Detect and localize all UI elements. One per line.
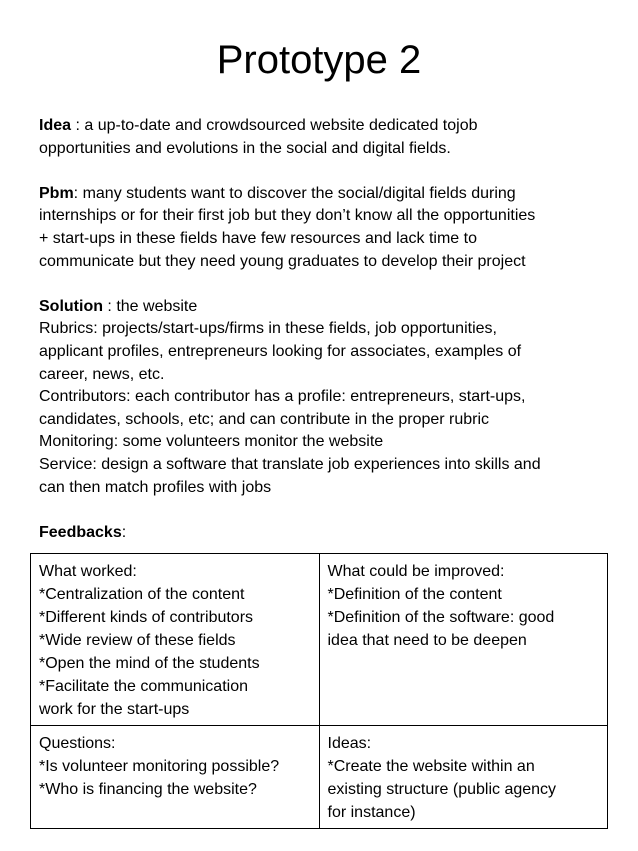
cell-line: idea that need to be deepen bbox=[327, 632, 527, 649]
cell-line: *Centralization of the content bbox=[39, 586, 245, 603]
solution-label: Solution bbox=[39, 297, 103, 315]
cell-line: Ideas: bbox=[327, 735, 372, 752]
idea-line bbox=[39, 115, 619, 138]
solution-line bbox=[39, 296, 619, 319]
feedbacks-colon: : bbox=[121, 523, 127, 541]
pbm-text: : many students want to discover the social/digital fields during bbox=[73, 184, 516, 202]
idea-text: : a up-to-date and crowdsourced website dedicated tojob bbox=[71, 117, 478, 134]
solution-suffix: : the website bbox=[102, 297, 198, 315]
cell-line: *Create the website within an bbox=[327, 758, 535, 775]
cell-line: existing structure (public agency bbox=[327, 781, 557, 798]
cell-line: *Wide review of these fields bbox=[39, 632, 236, 649]
table-row bbox=[31, 554, 608, 726]
cell-line: Questions: bbox=[39, 735, 116, 752]
cell-line: *Facilitate the communication bbox=[39, 678, 248, 695]
cell-line: What worked: bbox=[39, 563, 137, 580]
pbm-text: internships or for their first job but they don’t know all the opportunities bbox=[39, 207, 536, 225]
feedbacks-label: Feedbacks bbox=[39, 523, 122, 541]
feedbacks-heading bbox=[39, 522, 619, 545]
solution-text: candidates, schools, etc; and can contribute in the proper rubric bbox=[39, 410, 490, 428]
solution-text: Monitoring: some volunteers monitor the website bbox=[39, 433, 384, 451]
pbm-line bbox=[39, 183, 619, 206]
cell-line: for instance) bbox=[327, 804, 416, 821]
solution-text: applicant profiles, entrepreneurs looking for associates, examples of bbox=[39, 342, 522, 360]
ideas-cell bbox=[319, 726, 608, 829]
what-worked-cell bbox=[31, 554, 320, 726]
cell-line: *Different kinds of contributors bbox=[39, 609, 254, 626]
pbm-label: Pbm bbox=[39, 184, 74, 202]
questions-cell bbox=[31, 726, 320, 829]
pbm-section bbox=[39, 183, 619, 273]
cell-line: *Who is financing the website? bbox=[39, 781, 257, 798]
feedbacks-line bbox=[39, 522, 619, 545]
cell-line: *Is volunteer monitoring possible? bbox=[39, 758, 280, 775]
slide-body bbox=[39, 115, 619, 544]
pbm-text: + start-ups in these fields have few resources and lack time to bbox=[39, 229, 477, 247]
cell-line: What could be improved: bbox=[327, 563, 505, 580]
solution-text: Rubrics: projects/start-ups/firms in these fields, job opportunities, bbox=[39, 320, 497, 338]
solution-section bbox=[39, 296, 619, 499]
cell-line: *Definition of the software: good bbox=[327, 609, 555, 626]
idea-text: opportunities and evolutions in the social and digital fields. bbox=[39, 139, 451, 157]
idea-label: Idea bbox=[39, 117, 72, 134]
solution-text: can then match profiles with jobs bbox=[39, 478, 272, 496]
feedback-table bbox=[30, 553, 608, 829]
cell-line: *Open the mind of the students bbox=[39, 655, 260, 672]
idea-section bbox=[39, 115, 619, 160]
solution-text: Service: design a software that translate job experiences into skills and bbox=[39, 455, 541, 473]
cell-line: work for the start-ups bbox=[39, 701, 190, 718]
pbm-text: communicate but they need young graduates to develop their project bbox=[39, 252, 526, 270]
slide-title: Prototype 2 bbox=[216, 38, 422, 82]
cell-line: *Definition of the content bbox=[327, 586, 502, 603]
solution-text: Contributors: each contributor has a profile: entrepreneurs, start-ups, bbox=[39, 388, 526, 406]
solution-text: career, news, etc. bbox=[39, 365, 165, 383]
what-could-be-improved-cell bbox=[319, 554, 608, 726]
table-row bbox=[31, 726, 608, 829]
